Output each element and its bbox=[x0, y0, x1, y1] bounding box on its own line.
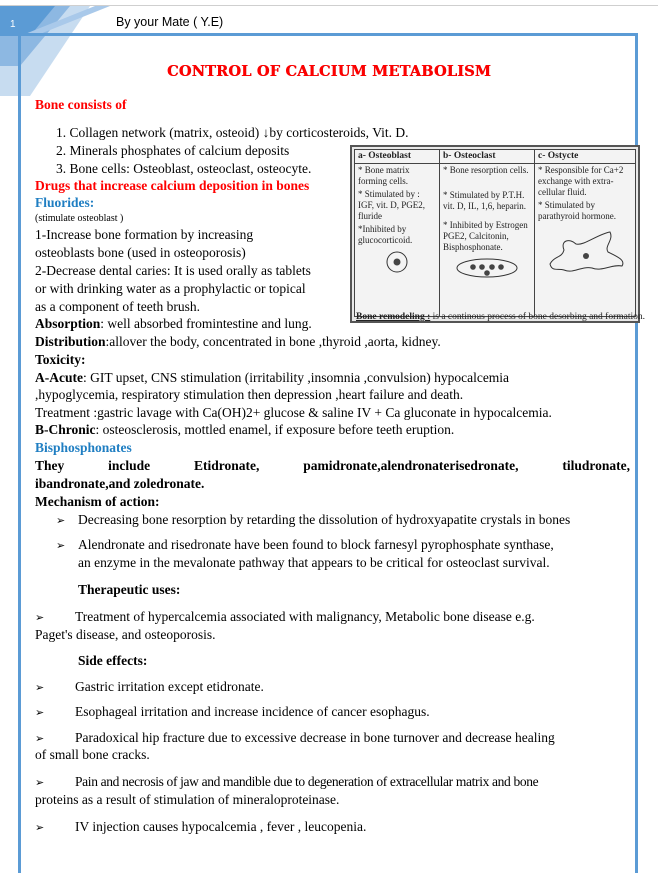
figure-text: * Responsible for Ca+2 exchange with extra-cellular fluid. bbox=[538, 165, 624, 197]
chronic-label: B-Chronic bbox=[35, 422, 96, 437]
figure-header-osteocyte: c- Ostycte bbox=[535, 150, 636, 164]
absorption-text: : well absorbed fromintestine and lung. bbox=[100, 316, 312, 331]
text-word: Etidronate, bbox=[194, 458, 260, 473]
text-line: an enzyme in the mevalonate pathway that appears to be critical for osteoclast survival. bbox=[78, 555, 550, 570]
text-line: of small bone cracks. bbox=[35, 747, 150, 762]
figure-cell-osteocyte bbox=[535, 164, 636, 317]
side-effect-text: Paradoxical hip fracture due to excessive decrease in bone turnover and decrease healing bbox=[75, 730, 555, 745]
mechanism-heading: Mechanism of action: bbox=[35, 494, 160, 509]
chronic-text: : osteosclerosis, mottled enamel, if exposure before teeth eruption. bbox=[95, 422, 455, 437]
side-effects-heading: Side effects: bbox=[78, 653, 148, 668]
side-effect-text: Gastric irritation except etidronate. bbox=[75, 679, 264, 694]
bone-cells-figure bbox=[350, 145, 640, 323]
figure-caption bbox=[356, 312, 645, 322]
bone-cells-table bbox=[354, 149, 636, 317]
mechanism-item bbox=[56, 537, 554, 554]
text-word: They bbox=[35, 458, 65, 473]
bisphosphonates-include-line bbox=[35, 458, 630, 474]
text-line: proteins as a result of stimulation of mineraloproteinase. bbox=[35, 792, 340, 807]
side-effect-item bbox=[35, 819, 366, 836]
text-line: 1-Increase bone formation by increasing bbox=[35, 227, 254, 242]
side-effect-item bbox=[35, 774, 538, 791]
section-heading-bone-consists: Bone consists of bbox=[35, 97, 127, 112]
figure-text: * Stimulated by P.T.H. vit. D, IL, 1,6, heparin. bbox=[443, 190, 526, 211]
chronic-toxicity-line bbox=[35, 422, 454, 438]
figure-text: * Stimulated by : IGF, vit. D, PGE2, fluride bbox=[358, 189, 426, 221]
arrow-bullet-icon: ➢ bbox=[35, 682, 45, 694]
distribution-line bbox=[35, 334, 441, 350]
figure-cell-osteoblast bbox=[355, 164, 440, 317]
toxicity-heading: Toxicity: bbox=[35, 352, 86, 367]
therapeutic-heading: Therapeutic uses: bbox=[78, 582, 181, 597]
mechanism-text: Decreasing bone resorption by retarding the dissolution of hydroxyapatite crystals in bones bbox=[78, 512, 571, 527]
text-line: Paget's disease, and osteoporosis. bbox=[35, 627, 216, 642]
text-line: ,hypoglycemia, respiratory stimulation then depression ,heart failure and death. bbox=[35, 387, 464, 402]
figure-cell-osteoclast bbox=[440, 164, 535, 317]
text-word: pamidronate,alendronaterisedronate, bbox=[303, 458, 519, 473]
figure-caption-label: Bone remodeling : bbox=[356, 312, 431, 322]
arrow-bullet-icon: ➢ bbox=[35, 733, 45, 745]
arrow-bullet-icon: ➢ bbox=[35, 777, 45, 789]
list-item: 1. Collagen network (matrix, osteoid) ↓by corticosteroids, Vit. D. bbox=[56, 125, 409, 140]
acute-toxicity-line bbox=[35, 370, 509, 386]
side-effect-item bbox=[35, 704, 430, 721]
osteoclast-cell-icon bbox=[455, 257, 519, 279]
page-title: CONTROL OF CALCIUM METABOLISM bbox=[167, 63, 491, 80]
distribution-label: Distribution bbox=[35, 334, 106, 349]
text-word: include bbox=[108, 458, 151, 473]
subheading-bisphosphonates: Bisphosphonates bbox=[35, 440, 132, 455]
side-effect-item bbox=[35, 730, 555, 747]
arrow-bullet-icon: ➢ bbox=[35, 822, 45, 834]
side-effect-text: Pain and necrosis of jaw and mandible due to degeneration of extracellular matrix and bone bbox=[75, 774, 539, 789]
mechanism-item bbox=[56, 512, 570, 529]
figure-text: *Inhibited by glucocorticoid. bbox=[358, 224, 413, 245]
text-line: ibandronate,and zoledronate. bbox=[35, 476, 205, 491]
text-line: as a component of teeth brush. bbox=[35, 299, 200, 314]
page-number: 1 bbox=[10, 19, 16, 30]
figure-header-osteoclast: b- Osteoclast bbox=[440, 150, 535, 164]
mechanism-text: Alendronate and risedronate have been found to block farnesyl pyrophosphate synthase, bbox=[78, 537, 554, 552]
figure-text: * Bone resorption cells. bbox=[443, 165, 529, 175]
side-effect-text: IV injection causes hypocalcemia , fever , leucopenia. bbox=[75, 819, 367, 834]
figure-text: * Inhibited by Estrogen PGE2, Calcitonin, Bisphosphonate. bbox=[443, 220, 528, 252]
acute-text: : GIT upset, CNS stimulation (irritability ,insomnia ,convulsion) hypocalcemia bbox=[82, 370, 510, 385]
therapeutic-text: Treatment of hypercalcemia associated with malignancy, Metabolic bone disease e.g. bbox=[75, 609, 535, 624]
fluorides-subtitle: (stimulate osteoblast ) bbox=[35, 213, 124, 224]
figure-text: * Stimulated by parathyroid hormone. bbox=[538, 200, 616, 221]
list-item: 3. Bone cells: Osteoblast, osteoclast, osteocyte. bbox=[56, 161, 312, 176]
text-line: 2-Decrease dental caries: It is used orally as tablets bbox=[35, 263, 311, 278]
osteocyte-cell-icon bbox=[540, 226, 630, 276]
arrow-bullet-icon: ➢ bbox=[35, 612, 45, 624]
side-effect-item bbox=[35, 679, 264, 696]
arrow-bullet-icon: ➢ bbox=[56, 515, 66, 527]
subheading-fluorides: Fluorides: bbox=[35, 195, 95, 210]
therapeutic-item bbox=[35, 609, 630, 626]
arrow-bullet-icon: ➢ bbox=[35, 707, 45, 719]
distribution-text: :allover the body, concentrated in bone ,thyroid ,aorta, kidney. bbox=[105, 334, 441, 349]
osteoblast-cell-icon bbox=[385, 250, 409, 274]
text-line: osteoblasts bone (used in osteoporosis) bbox=[35, 245, 246, 260]
page-header-author: By your Mate ( Y.E) bbox=[116, 15, 224, 29]
section-heading-drugs: Drugs that increase calcium deposition in bones bbox=[35, 178, 310, 193]
arrow-bullet-icon: ➢ bbox=[56, 540, 66, 552]
figure-text: * Bone matrix forming cells. bbox=[358, 165, 410, 186]
treatment-line: Treatment :gastric lavage with Ca(OH)2+ glucose & saline IV + Ca gluconate in hypocalcemia. bbox=[35, 405, 552, 420]
absorption-line bbox=[35, 316, 312, 332]
text-line: or with drinking water as a prophylactic or topical bbox=[35, 281, 306, 296]
side-effect-text: Esophageal irritation and increase incidence of cancer esophagus. bbox=[75, 704, 430, 719]
acute-label: A-Acute bbox=[35, 370, 83, 385]
figure-header-osteoblast: a- Osteoblast bbox=[355, 150, 440, 164]
figure-caption-text: is a continous process of bone desorbing and formation. bbox=[430, 312, 646, 322]
list-item: 2. Minerals phosphates of calcium deposits bbox=[56, 143, 290, 158]
absorption-label: Absorption bbox=[35, 316, 101, 331]
text-word: tiludronate, bbox=[562, 458, 630, 473]
